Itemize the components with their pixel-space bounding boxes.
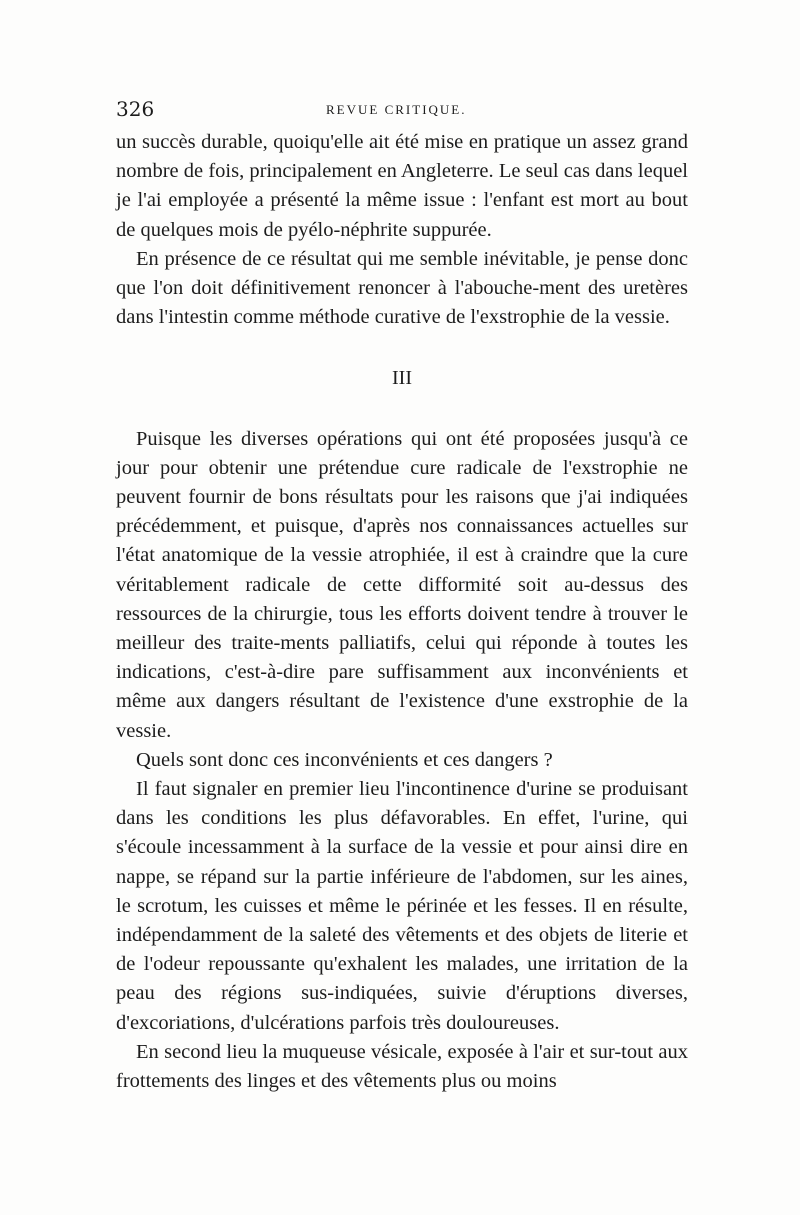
page-number: 326 — [116, 97, 155, 121]
paragraph-5: Il faut signaler en premier lieu l'incontinence d'urine se produisant dans les conditions les plus défavorables. En effet, l'urine, qui s'écoule incessamment à la surface de la vessie et pour ainsi dire en nappe, se répand sur la partie inférieure de l'abdomen, sur les aines, le scrotum, les cuisses et même le périnée et les fesses. Il en résulte, indépendamment de la saleté des vêtements et des objets de literie et de l'odeur repoussante qu'exhalent les malades, une irritation de la peau des régions sus-indiquées, suivie d'éruptions diverses, d'excoriations, d'ulcérations parfois très douloureuses. — [116, 778, 688, 1034]
paragraph-2: En présence de ce résultat qui me semble inévitable, je pense donc que l'on doit définitivement renoncer à l'abouche-ment des uretères dans l'intestin comme méthode curative de l'exstrophie de la vessie. — [116, 247, 688, 329]
section-heading: III — [392, 367, 412, 390]
body-text — [116, 128, 688, 1096]
running-title: REVUE CRITIQUE. — [326, 102, 467, 117]
paragraph-4: Quels sont donc ces inconvénients et ces dangers ? — [136, 748, 553, 771]
paragraph-3: Puisque les diverses opérations qui ont été proposées jusqu'à ce jour pour obtenir une prétendue cure radicale de l'exstrophie ne peuvent fournir de bons résultats pour les raisons que j'ai indiquées précédemment, et puisque, d'après nos connaissances actuelles sur l'état anatomique de la vessie atrophiée, il est à craindre que la cure véritablement radicale de cette difformité soit au-dessus des ressources de la chirurgie, tous les efforts doivent tendre à trouver le meilleur des traite-ments palliatifs, celui qui réponde à toutes les indications, c'est-à-dire pare suffisamment aux inconvénients et même aux dangers résultant de l'existence d'une exstrophie de la vessie. — [116, 427, 688, 742]
paragraph-6: En second lieu la muqueuse vésicale, exposée à l'air et sur-tout aux frottements des linges et des vêtements plus ou moins — [116, 1040, 688, 1093]
paragraph-1: un succès durable, quoiqu'elle ait été mise en pratique un assez grand nombre de fois, principalement en Angleterre. Le seul cas dans lequel je l'ai employée a présenté la même issue : l'enfant est mort au bout de quelques mois de pyélo-néphrite suppurée. — [116, 131, 688, 241]
page-header — [116, 97, 688, 123]
